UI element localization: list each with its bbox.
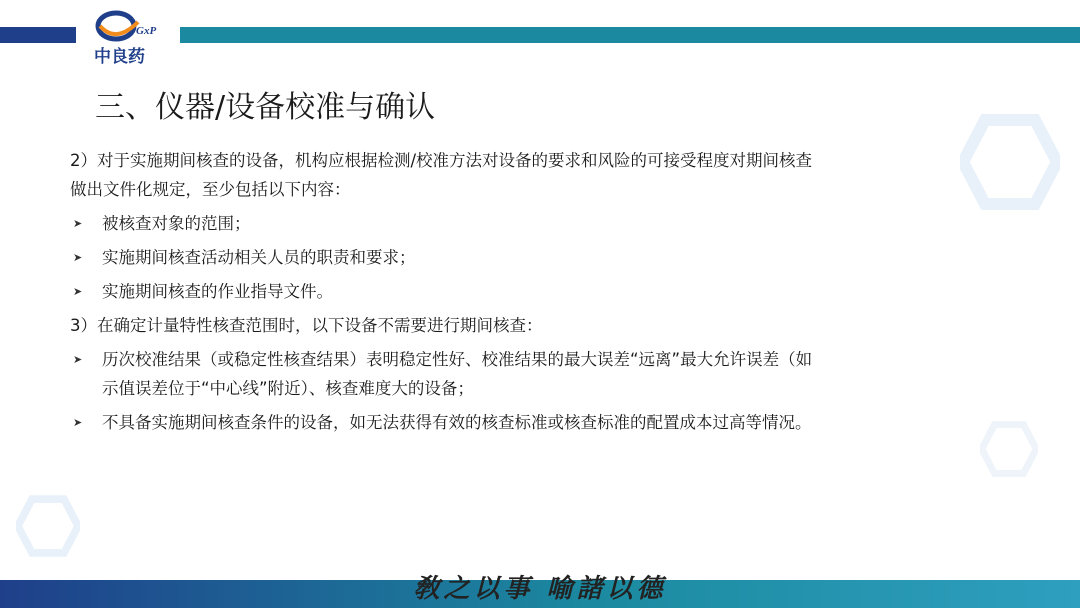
item-2-line-2: 做出文件化规定，至少包括以下内容： [70,180,351,199]
bullet-text: 实施期间核查的作业指导文件。 [102,282,333,301]
arrow-bullet-icon: ➤ [73,353,83,366]
svg-text:中良药: 中良药 [94,47,145,67]
arrow-bullet-icon: ➤ [73,285,83,298]
header-bar-right [180,27,1080,43]
bullet-item [70,408,1010,437]
decorative-hexagon-icon [16,494,80,558]
item-2-line-1: 2）对于实施期间核查的设备，机构应根据检测/校准方法对设备的要求和风险的可接受程度对期间核查 [70,151,813,170]
bullet-text-continued: 示值误差位于“中心线”附近）、核查难度大的设备； [102,379,474,398]
bullet-text: 历次校准结果（或稳定性核查结果）表明稳定性好、校准结果的最大误差“远离”最大允许误差（如 [102,350,813,369]
arrow-bullet-icon: ➤ [73,217,83,230]
bullet-text: 被核查对象的范围； [102,214,251,233]
arrow-bullet-icon: ➤ [73,416,83,429]
slide-title: 三、仪器/设备校准与确认 [95,90,436,125]
item-3: 3）在确定计量特性核查范围时，以下设备不需要进行期间核查： [70,316,543,335]
bullet-text: 不具备实施期间核查条件的设备，如无法获得有效的核查标准或核查标准的配置成本过高等情况。 [102,413,812,432]
bullet-item [70,277,1010,306]
slogan-text: 敎之以事 喻諸以德 [413,574,667,604]
decorative-hexagon-icon [960,112,1060,212]
bullet-item [70,209,1010,238]
slide-body [70,146,1010,442]
company-logo [86,4,178,68]
logo-mark [86,4,178,68]
bullet-text: 实施期间核查活动相关人员的职责和要求； [102,248,416,267]
bullet-item [70,345,1010,403]
svg-text:GxP: GxP [136,25,157,37]
header-bar-left [0,27,76,43]
bullet-item [70,243,1010,272]
footer-slogan [0,568,1080,605]
decorative-hexagon-icon [980,420,1038,478]
arrow-bullet-icon: ➤ [73,251,83,264]
